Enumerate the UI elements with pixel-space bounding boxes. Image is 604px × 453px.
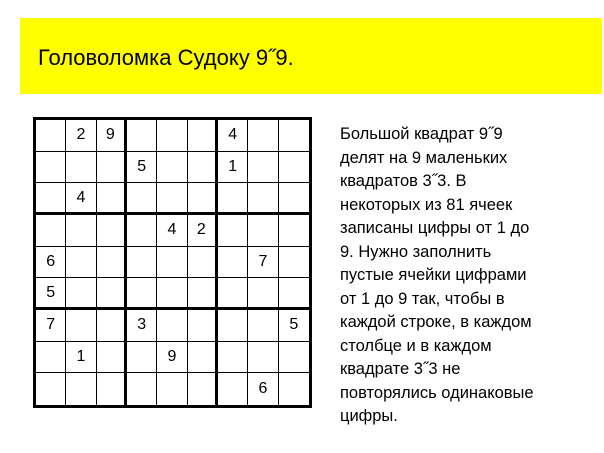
sudoku-cell — [97, 215, 127, 247]
sudoku-cell: 4 — [66, 183, 96, 215]
sudoku-cell — [279, 342, 309, 374]
sudoku-cell — [36, 183, 66, 215]
sudoku-cell: 2 — [66, 120, 96, 152]
sudoku-cell — [97, 373, 127, 405]
sudoku-cell — [97, 342, 127, 374]
sudoku-cell — [66, 278, 96, 310]
sudoku-cell — [218, 310, 248, 342]
sudoku-cell — [157, 310, 187, 342]
sudoku-cell — [127, 247, 157, 279]
sudoku-cell — [279, 215, 309, 247]
sudoku-cell — [36, 152, 66, 184]
sudoku-cell — [97, 247, 127, 279]
sudoku-cell — [248, 278, 278, 310]
sudoku-cell — [66, 310, 96, 342]
description-line: квадратов 3˝3. В — [340, 172, 467, 190]
sudoku-cell — [188, 120, 218, 152]
sudoku-cell — [248, 183, 278, 215]
description-line: 9. Нужно заполнить — [340, 242, 492, 261]
sudoku-cell — [127, 183, 157, 215]
sudoku-cell — [127, 278, 157, 310]
sudoku-cell — [248, 152, 278, 184]
sudoku-cell — [127, 120, 157, 152]
title-banner — [20, 18, 602, 94]
sudoku-cell — [157, 183, 187, 215]
sudoku-cell — [36, 215, 66, 247]
sudoku-cell — [127, 342, 157, 374]
sudoku-cell — [218, 278, 248, 310]
sudoku-cell: 1 — [218, 152, 248, 184]
rules-description — [340, 123, 600, 429]
sudoku-cell — [66, 373, 96, 405]
description-line: квадрате 3˝3 не — [340, 360, 461, 378]
slide-title: Головоломка Судоку 9˝9. — [38, 45, 294, 70]
sudoku-cell — [157, 373, 187, 405]
sudoku-cell — [279, 373, 309, 405]
sudoku-cell — [157, 278, 187, 310]
description-line: пустые ячейки цифрами — [340, 266, 527, 284]
description-line: от 1 до 9 так, чтобы в — [340, 289, 505, 308]
sudoku-cell: 7 — [36, 310, 66, 342]
sudoku-cell — [218, 183, 248, 215]
sudoku-grid — [33, 117, 312, 408]
sudoku-cell — [97, 152, 127, 184]
sudoku-cell: 4 — [157, 215, 187, 247]
sudoku-cell: 1 — [66, 342, 96, 374]
sudoku-cell — [157, 152, 187, 184]
description-line: делят на 9 маленьких — [340, 148, 508, 167]
sudoku-cell — [188, 183, 218, 215]
sudoku-cell — [36, 120, 66, 152]
description-line: цифры. — [340, 407, 398, 425]
sudoku-cell — [66, 215, 96, 247]
sudoku-cell — [218, 373, 248, 405]
sudoku-cell — [36, 342, 66, 374]
sudoku-cell — [97, 278, 127, 310]
sudoku-cell: 9 — [157, 342, 187, 374]
sudoku-cell — [66, 152, 96, 184]
description-line: повторялись одинаковые — [340, 383, 534, 402]
sudoku-cell — [248, 310, 278, 342]
sudoku-cell — [188, 247, 218, 279]
sudoku-cell — [127, 215, 157, 247]
sudoku-cell — [188, 342, 218, 374]
sudoku-cell — [188, 310, 218, 342]
sudoku-cell: 5 — [127, 152, 157, 184]
sudoku-cell: 4 — [218, 120, 248, 152]
sudoku-cell: 7 — [248, 247, 278, 279]
sudoku-cell — [188, 278, 218, 310]
sudoku-cell: 2 — [188, 215, 218, 247]
sudoku-cell: 3 — [127, 310, 157, 342]
description-line: Большой квадрат 9˝9 — [340, 125, 503, 143]
sudoku-cell — [279, 120, 309, 152]
sudoku-cell — [279, 278, 309, 310]
sudoku-cell — [188, 152, 218, 184]
description-line: записаны цифры от 1 до — [340, 219, 530, 237]
sudoku-cell — [279, 247, 309, 279]
sudoku-cell: 6 — [36, 247, 66, 279]
sudoku-cell — [279, 152, 309, 184]
sudoku-cell — [157, 247, 187, 279]
sudoku-cell — [66, 247, 96, 279]
description-line: столбце и в каждом — [340, 336, 492, 355]
sudoku-cell — [157, 120, 187, 152]
sudoku-cell — [127, 373, 157, 405]
sudoku-cell: 5 — [279, 310, 309, 342]
description-line: каждой строке, в каждом — [340, 313, 532, 331]
sudoku-cell — [97, 183, 127, 215]
sudoku-cell: 9 — [97, 120, 127, 152]
sudoku-cell — [97, 310, 127, 342]
sudoku-cell: 6 — [248, 373, 278, 405]
sudoku-cell — [248, 215, 278, 247]
sudoku-cell — [248, 342, 278, 374]
sudoku-cell — [218, 342, 248, 374]
sudoku-cell — [248, 120, 278, 152]
sudoku-cell — [279, 183, 309, 215]
description-line: некоторых из 81 ячеек — [340, 195, 513, 214]
sudoku-cell — [218, 247, 248, 279]
sudoku-cell — [218, 215, 248, 247]
sudoku-cell: 5 — [36, 278, 66, 310]
sudoku-cell — [188, 373, 218, 405]
sudoku-cell — [36, 373, 66, 405]
